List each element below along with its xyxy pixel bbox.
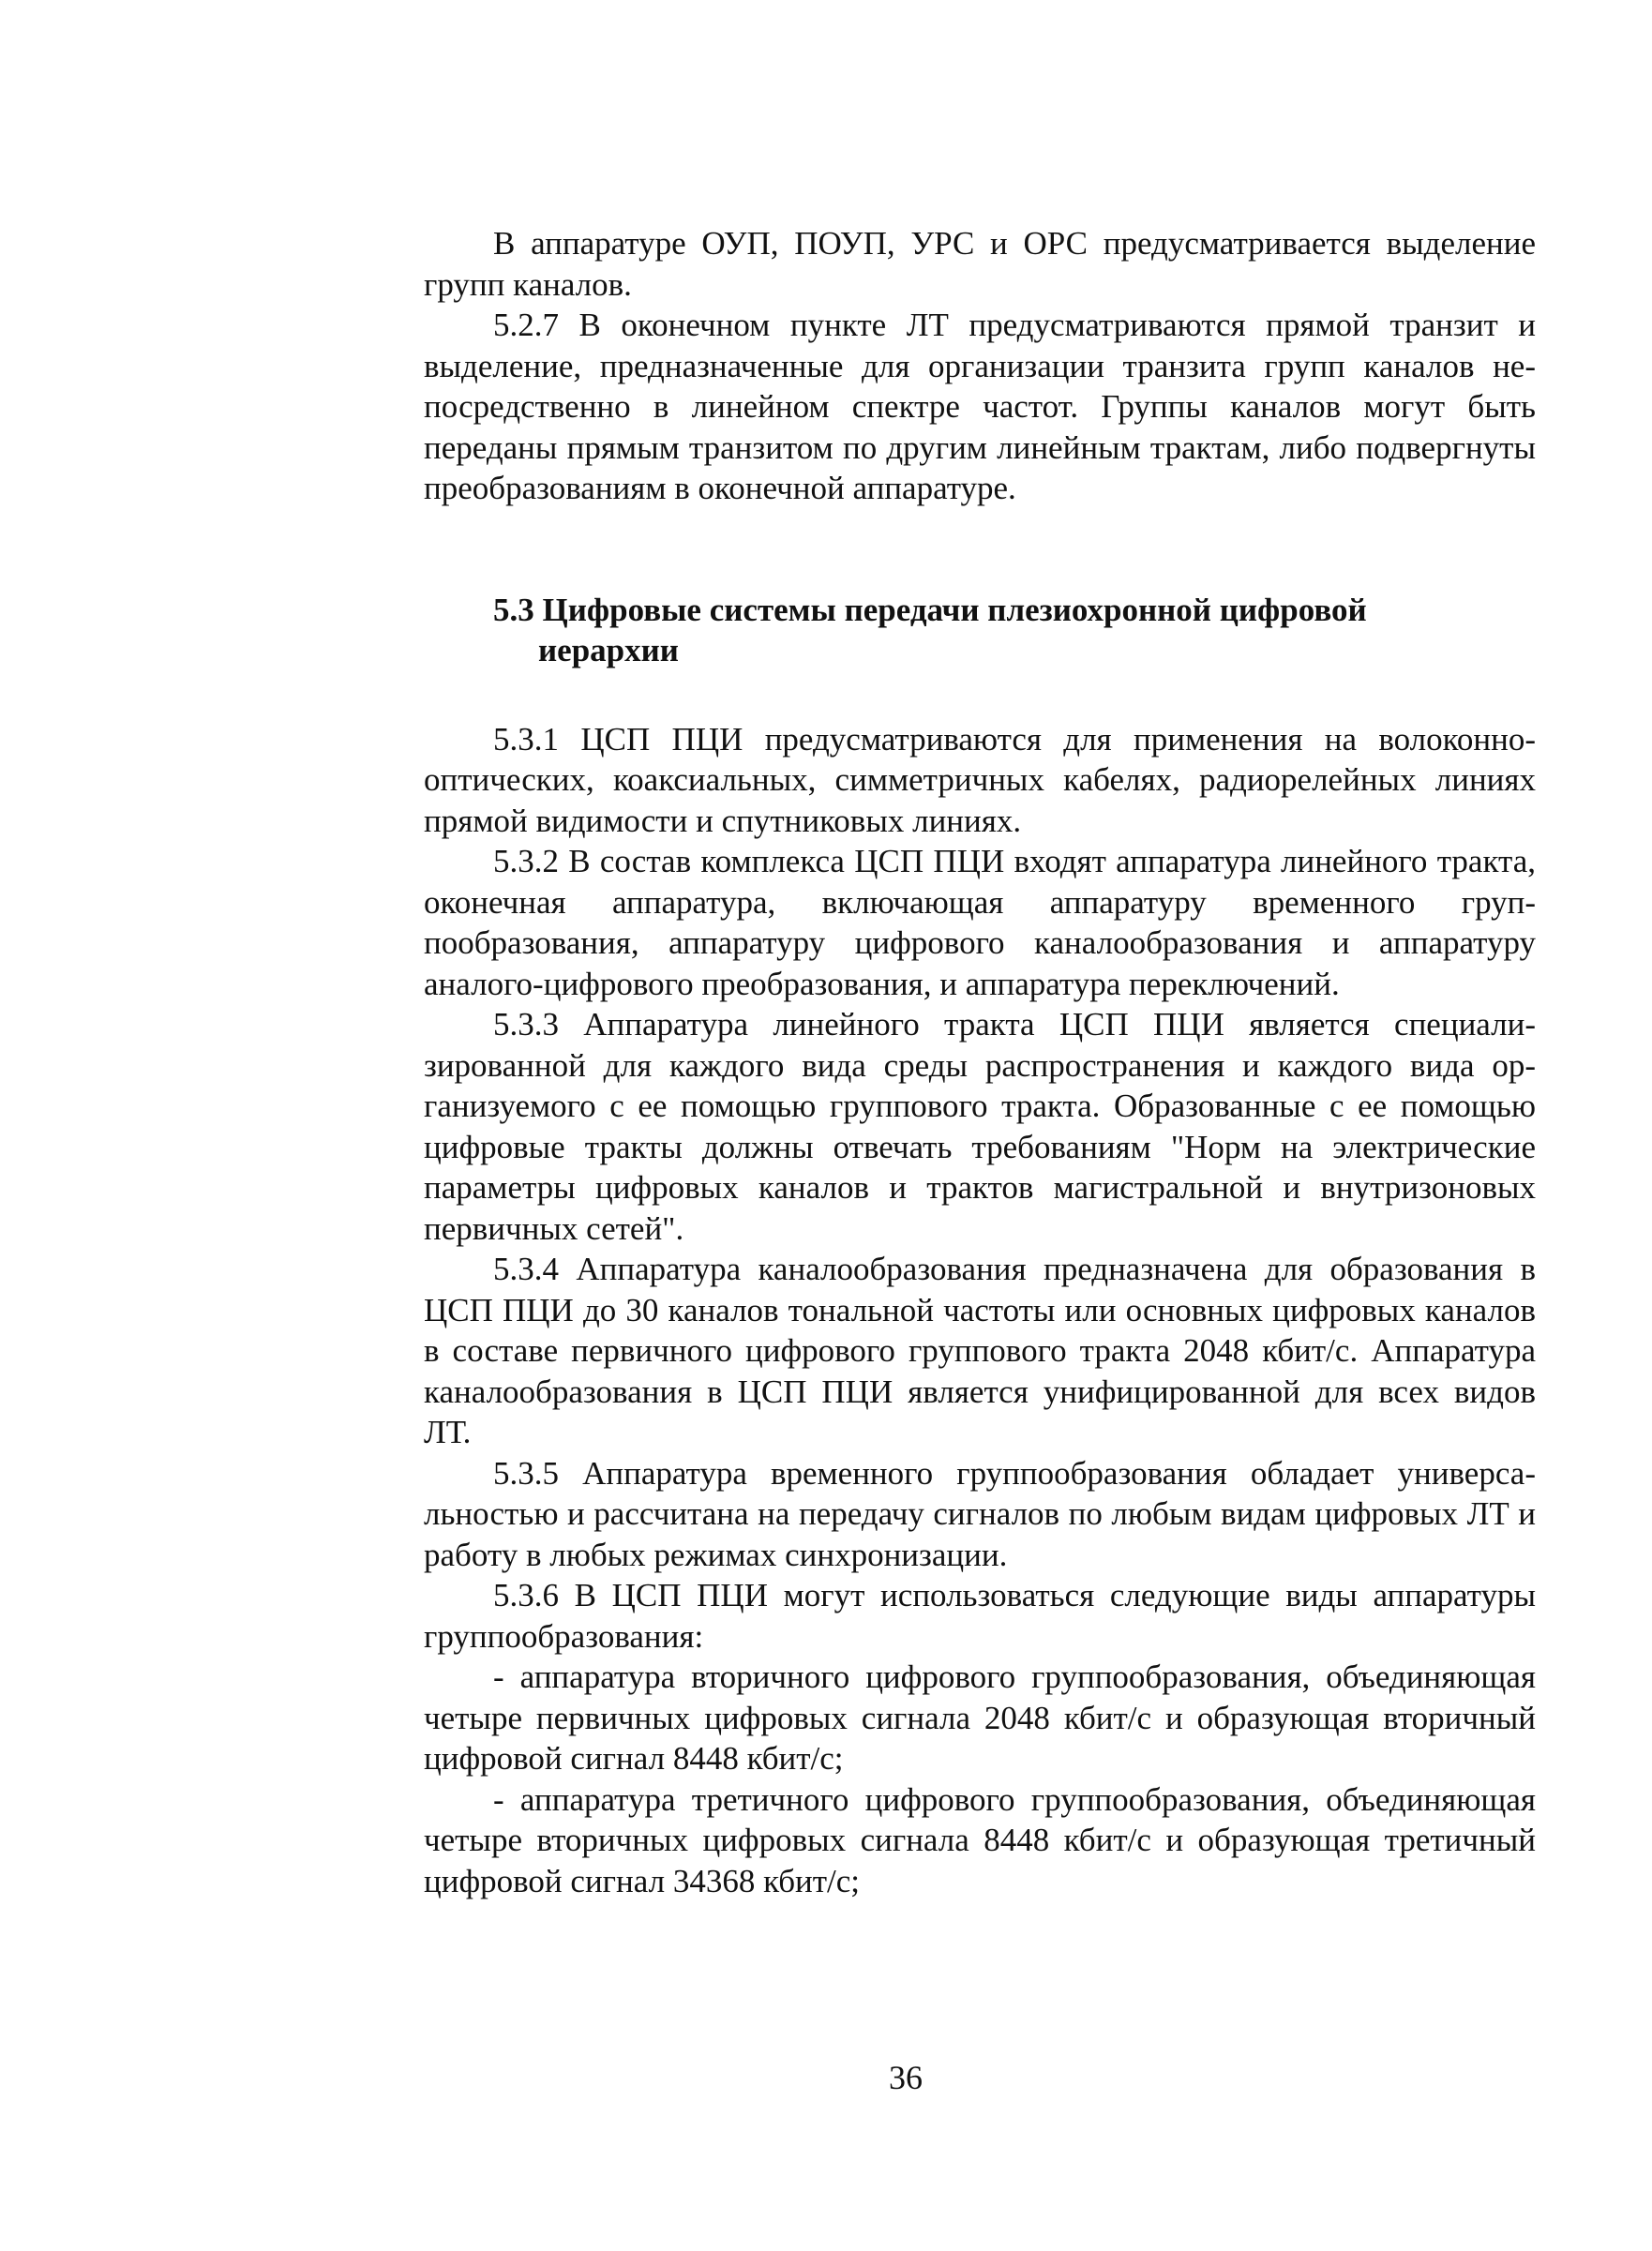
paragraph-5-2-7: 5.2.7 В оконечном пункте ЛТ предусматриваются прямой транзит и выделение, предназначенные для организации транзита групп каналов непосредственно в линейном спектре частот. Группы каналов могут быть переданы прямым транзитом по другим линейным трактам, либо подвергнуты преобразованиям в оконечной аппаратуре. [424, 307, 1536, 506]
list-item-secondary-multiplexing: - аппаратура вторичного цифрового группообразования, объединяющая четыре первичных цифровых сигнала 2048 кбит/с и образующая вторичный цифровой сигнал 8448 кбит/с; [424, 1658, 1536, 1777]
list-item-tertiary-multiplexing: - аппаратура третичного цифрового группообразования, объединяющая четыре вторичных цифровых сигнала 8448 кбит/с и образующая третичный цифровой сигнал 34368 кбит/с; [424, 1780, 1536, 1899]
section-heading-line-2: иерархии [538, 631, 679, 668]
paragraph-5-3-3: 5.3.3 Аппаратура линейного тракта ЦСП ПЦИ является специализированной для каждого вида среды распространения и каждого вида организуемого с ее помощью группового тракта. Образованные с ее помощью цифровые тракты должны отвечать требованиям "Норм на электрические параметры цифровых каналов и трактов магистральной и внутризоновых первичных сетей". [424, 1006, 1536, 1247]
page-body [424, 223, 1536, 1901]
paragraph-5-3-6: 5.3.6 В ЦСП ПЦИ могут использоваться следующие виды аппаратуры группообразования: [424, 1577, 1536, 1655]
paragraph-5-3-1: 5.3.1 ЦСП ПЦИ предусматриваются для применения на волоконно-оптических, коаксиальных, симметричных кабелях, радиорелейных линиях прямой видимости и спутниковых линиях. [424, 720, 1536, 839]
paragraph-5-3-5: 5.3.5 Аппаратура временного группообразования обладает универсальностью и рассчитана на передачу сигналов по любым видам цифровых ЛТ и работу в любых режимах синхронизации. [424, 1454, 1536, 1573]
paragraph-intro: В аппаратуре ОУП, ПОУП, УРС и ОРС предусматривается выделение групп каналов. [424, 225, 1536, 303]
section-heading-5-3 [424, 590, 1536, 670]
paragraph-5-3-4: 5.3.4 Аппаратура каналообразования предназначена для образования в ЦСП ПЦИ до 30 каналов тональной частоты или основных цифровых каналов в составе первичного цифрового группового тракта 2048 кбит/с. Аппаратура каналообразования в ЦСП ПЦИ является унифицированной для всех видов ЛТ. [424, 1251, 1536, 1450]
page-number: 36 [889, 2059, 923, 2096]
paragraph-5-3-2: 5.3.2 В состав комплекса ЦСП ПЦИ входят аппаратура линейного тракта, оконечная аппаратура, включающая аппаратуру временного группообразования, аппаратуру цифрового каналообразования и аппаратуру аналого-цифрового преобразования, и аппаратура переключений. [424, 843, 1536, 1002]
section-heading-line-1: 5.3 Цифровые системы передачи плезиохронной цифровой [493, 591, 1367, 628]
